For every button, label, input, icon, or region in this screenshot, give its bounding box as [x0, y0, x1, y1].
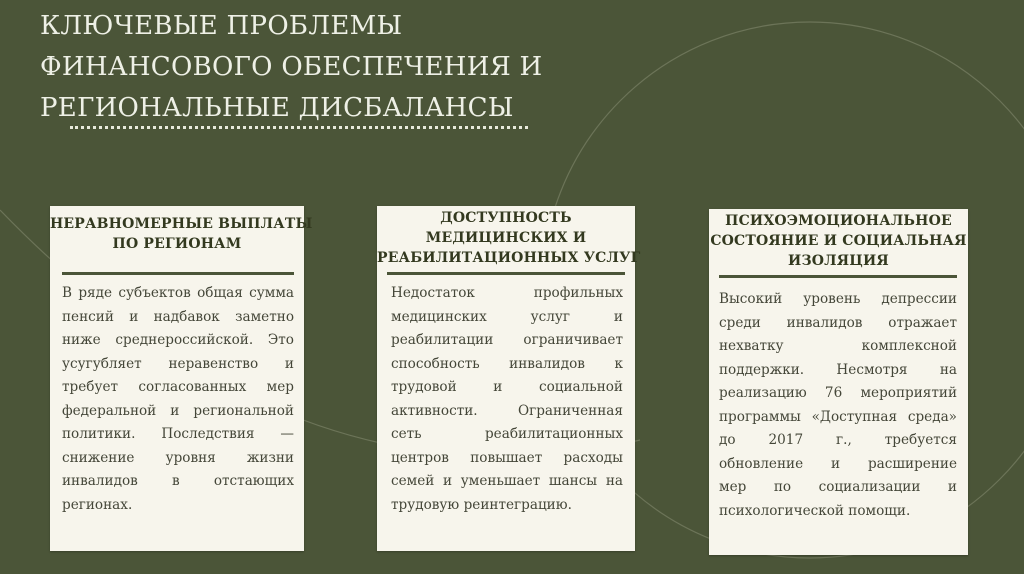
- card-body-line: обновление и расширение: [719, 455, 957, 472]
- card-body-line: медицинских услуг и: [391, 308, 623, 325]
- card-body-line: ниже среднероссийской. Это: [62, 332, 294, 348]
- card-body-line: способность инвалидов к: [391, 355, 623, 372]
- card-body-line: трудовую реинтеграцию.: [391, 496, 572, 513]
- card-heading-line: ПО РЕГИОНАМ: [112, 236, 242, 252]
- card-body-line: центров повышает расходы: [391, 449, 623, 466]
- card-body-line: поддержки. Несмотря на: [719, 361, 957, 378]
- card-divider: [719, 275, 957, 278]
- card-body: [62, 282, 294, 517]
- card-heading-line: СОСТОЯНИЕ И СОЦИАЛЬНАЯ: [710, 233, 967, 249]
- card-body-line: сеть реабилитационных: [391, 426, 623, 442]
- card-body-line: усугубляет неравенство и: [62, 355, 294, 372]
- card-medical-access: [377, 206, 641, 551]
- card-body-line: до 2017 г., требуется: [719, 432, 957, 448]
- card-heading-line: ПСИХОЭМОЦИОНАЛЬНОЕ: [725, 213, 952, 229]
- card-body-line: семей и уменьшает шансы на: [391, 473, 623, 489]
- card-heading-line: ИЗОЛЯЦИЯ: [788, 253, 889, 269]
- card-body-line: программы «Доступная среда»: [719, 408, 957, 425]
- card-body: [719, 288, 957, 523]
- card-body-line: Недостаток профильных: [391, 285, 623, 301]
- title-dotted-divider: [70, 126, 528, 129]
- card-heading-line: ДОСТУПНОСТЬ: [440, 210, 572, 226]
- card-body-line: инвалидов в отстающих: [62, 473, 294, 489]
- card-body-line: реализацию 76 мероприятий: [719, 385, 957, 401]
- card-heading: [377, 208, 641, 268]
- card-body-line: нехватку комплексной: [719, 338, 957, 354]
- card-body-line: психологической помощи.: [719, 502, 911, 519]
- card-uneven-payments: [50, 206, 313, 551]
- card-body-line: мер по социализации и: [719, 479, 957, 495]
- card-body-line: среди инвалидов отражает: [719, 314, 957, 331]
- card-body-line: Высокий уровень депрессии: [719, 291, 957, 307]
- card-body-line: активности. Ограниченная: [391, 402, 623, 419]
- card-divider: [62, 272, 294, 275]
- card-body-line: регионах.: [62, 496, 133, 513]
- card-heading-line: НЕРАВНОМЕРНЫЕ ВЫПЛАТЫ: [50, 216, 313, 232]
- card-heading: [709, 211, 968, 271]
- card-body-line: реабилитации ограничивает: [391, 332, 623, 348]
- card-psycho-emotional: [709, 209, 968, 555]
- card-body-line: требует согласованных мер: [62, 379, 294, 395]
- page-title: [40, 6, 680, 129]
- title-line: КЛЮЧЕВЫЕ ПРОБЛЕМЫ: [40, 11, 403, 41]
- card-body-line: снижение уровня жизни: [62, 449, 294, 466]
- card-body: [391, 282, 623, 517]
- title-line: РЕГИОНАЛЬНЫЕ ДИСБАЛАНСЫ: [40, 93, 514, 123]
- card-body-line: федеральной и региональной: [62, 402, 294, 419]
- title-line: ФИНАНСОВОГО ОБЕСПЕЧЕНИЯ И: [40, 52, 543, 82]
- card-body-line: трудовой и социальной: [391, 379, 623, 395]
- card-heading-line: РЕАБИЛИТАЦИОННЫХ УСЛУГ: [377, 250, 641, 266]
- card-divider: [387, 272, 625, 275]
- card-heading: [50, 214, 313, 254]
- card-body-line: В ряде субъектов общая сумма: [62, 285, 294, 301]
- card-heading-line: МЕДИЦИНСКИХ И: [425, 230, 587, 246]
- card-body-line: политики. Последствия —: [62, 426, 294, 442]
- card-body-line: пенсий и надбавок заметно: [62, 308, 294, 325]
